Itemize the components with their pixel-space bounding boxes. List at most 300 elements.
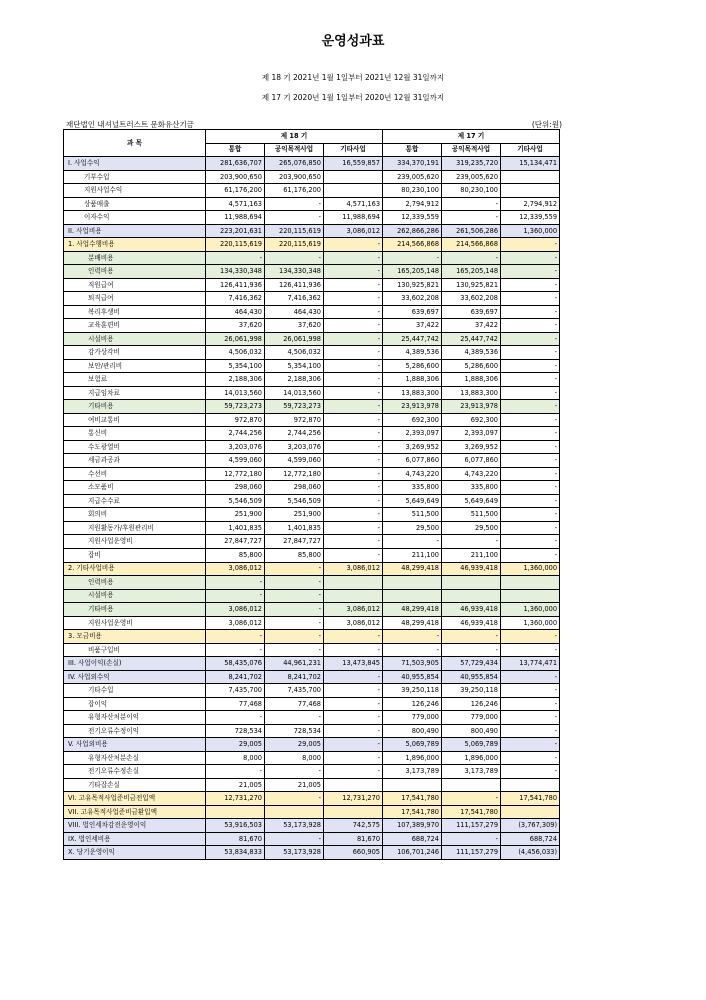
row-value: 126,246: [383, 697, 442, 711]
row-value: -: [265, 576, 324, 590]
row-label: V. 사업외비용: [64, 738, 206, 752]
row-value: [442, 778, 501, 792]
header-col: 통합: [383, 143, 442, 157]
row-value: 77,468: [265, 697, 324, 711]
row-value: 8,000: [265, 751, 324, 765]
row-value: [324, 170, 383, 184]
table-row: [64, 711, 560, 725]
row-value: 4,743,220: [442, 467, 501, 481]
row-value: 4,599,060: [206, 454, 265, 468]
table-row: [64, 738, 560, 752]
row-value: 85,800: [265, 548, 324, 562]
table-row: [64, 603, 560, 617]
row-value: 130,925,821: [383, 278, 442, 292]
organization-name: 재단법인 내셔널트러스트 문화유산기금: [66, 120, 194, 129]
table-row: [64, 238, 560, 252]
row-value: [265, 805, 324, 819]
row-value: 1,360,000: [501, 562, 560, 576]
row-label: VIII. 법인세차감전운영이익: [64, 819, 206, 833]
row-label: 잡이익: [64, 697, 206, 711]
row-value: 660,905: [324, 846, 383, 860]
row-value: -: [324, 684, 383, 698]
row-value: -: [206, 765, 265, 779]
row-value: 1,888,306: [383, 373, 442, 387]
row-value: 29,500: [442, 521, 501, 535]
row-label: 시설비용: [64, 589, 206, 603]
row-value: 134,330,348: [206, 265, 265, 279]
row-value: -: [324, 346, 383, 360]
row-value: 692,300: [442, 413, 501, 427]
table-row: [64, 224, 560, 238]
row-value: 25,447,742: [442, 332, 501, 346]
row-value: 27,847,727: [206, 535, 265, 549]
row-value: 1,360,000: [501, 224, 560, 238]
row-value: -: [501, 467, 560, 481]
row-value: 3,269,952: [442, 440, 501, 454]
row-value: 5,649,649: [442, 494, 501, 508]
row-value: 29,005: [265, 738, 324, 752]
row-value: 37,422: [383, 319, 442, 333]
table-row: [64, 792, 560, 806]
row-label: 보험료: [64, 373, 206, 387]
row-value: 3,086,012: [324, 616, 383, 630]
table-row: [64, 535, 560, 549]
row-value: 319,235,720: [442, 157, 501, 171]
row-value: 511,500: [383, 508, 442, 522]
row-value: 692,300: [383, 413, 442, 427]
table-row: [64, 211, 560, 225]
row-value: -: [501, 400, 560, 414]
row-value: -: [265, 832, 324, 846]
row-value: 239,005,620: [442, 170, 501, 184]
table-row: [64, 346, 560, 360]
row-value: -: [501, 359, 560, 373]
row-value: -: [265, 562, 324, 576]
row-value: 12,772,180: [206, 467, 265, 481]
header-col: 통합: [206, 143, 265, 157]
row-label: III. 사업이익(손실): [64, 657, 206, 671]
row-value: 53,916,503: [206, 819, 265, 833]
row-value: 29,005: [206, 738, 265, 752]
row-value: -: [265, 643, 324, 657]
row-value: -: [501, 332, 560, 346]
row-value: -: [501, 305, 560, 319]
row-value: -: [265, 589, 324, 603]
row-value: 13,473,845: [324, 657, 383, 671]
row-value: 46,939,418: [442, 562, 501, 576]
row-value: 4,571,163: [206, 197, 265, 211]
row-value: -: [324, 508, 383, 522]
table-row: [64, 805, 560, 819]
row-value: 8,000: [206, 751, 265, 765]
row-value: 59,723,273: [265, 400, 324, 414]
row-value: -: [383, 643, 442, 657]
row-label: X. 당기운영이익: [64, 846, 206, 860]
table-row: [64, 657, 560, 671]
row-value: -: [442, 535, 501, 549]
row-value: 7,416,362: [206, 292, 265, 306]
row-value: -: [324, 738, 383, 752]
row-value: -: [324, 265, 383, 279]
table-row: [64, 508, 560, 522]
row-value: 53,173,928: [265, 846, 324, 860]
row-label: 지원활동가/후원관리비: [64, 521, 206, 535]
table-row: [64, 832, 560, 846]
row-value: 29,500: [383, 521, 442, 535]
row-value: -: [442, 630, 501, 644]
row-value: 3,086,012: [206, 616, 265, 630]
row-value: -: [324, 332, 383, 346]
row-value: -: [324, 427, 383, 441]
row-label: 회의비: [64, 508, 206, 522]
row-value: 80,230,100: [442, 184, 501, 198]
row-value: 57,729,434: [442, 657, 501, 671]
row-value: 12,772,180: [265, 467, 324, 481]
row-label: 보안/관리비: [64, 359, 206, 373]
row-value: 48,299,418: [383, 562, 442, 576]
row-value: 334,370,191: [383, 157, 442, 171]
row-value: -: [206, 630, 265, 644]
row-value: 17,541,780: [501, 792, 560, 806]
row-value: 2,744,256: [265, 427, 324, 441]
row-value: 4,506,032: [206, 346, 265, 360]
row-value: 728,534: [206, 724, 265, 738]
row-value: -: [324, 413, 383, 427]
row-value: 2,744,256: [206, 427, 265, 441]
period-previous: 제 17 기 2020년 1월 1일부터 2020년 12월 31일까지: [261, 93, 445, 102]
row-value: 48,299,418: [383, 616, 442, 630]
row-label: 이자수익: [64, 211, 206, 225]
row-value: 464,430: [265, 305, 324, 319]
row-value: 23,913,978: [442, 400, 501, 414]
row-value: -: [324, 278, 383, 292]
row-value: 265,076,850: [265, 157, 324, 171]
row-value: 335,800: [442, 481, 501, 495]
table-row: [64, 359, 560, 373]
table-row: [64, 670, 560, 684]
row-value: 71,503,905: [383, 657, 442, 671]
row-value: [383, 589, 442, 603]
table-row: [64, 481, 560, 495]
row-value: -: [501, 251, 560, 265]
header-col: 기타사업: [324, 143, 383, 157]
row-label: 지원사업운영비: [64, 535, 206, 549]
row-value: -: [324, 535, 383, 549]
row-value: 2,393,097: [442, 427, 501, 441]
row-value: -: [501, 346, 560, 360]
row-value: -: [324, 400, 383, 414]
row-value: -: [501, 751, 560, 765]
row-value: -: [501, 670, 560, 684]
row-value: 203,900,650: [265, 170, 324, 184]
header-row-periods: [64, 130, 560, 144]
row-value: 223,201,631: [206, 224, 265, 238]
row-value: -: [442, 792, 501, 806]
row-label: 기타수입: [64, 684, 206, 698]
table-row: [64, 170, 560, 184]
row-value: 5,069,789: [442, 738, 501, 752]
row-value: -: [265, 711, 324, 725]
row-value: -: [501, 481, 560, 495]
row-label: 1. 사업수행비용: [64, 238, 206, 252]
row-label: 전기오류수정손실: [64, 765, 206, 779]
row-value: -: [265, 251, 324, 265]
unit-label: (단위:원): [531, 120, 562, 129]
row-value: 27,847,727: [265, 535, 324, 549]
table-row: [64, 319, 560, 333]
table-row: [64, 413, 560, 427]
header-col: 공익목적사업: [442, 143, 501, 157]
row-value: -: [324, 548, 383, 562]
table-row: [64, 467, 560, 481]
table-row: [64, 197, 560, 211]
row-value: -: [501, 373, 560, 387]
row-value: -: [383, 630, 442, 644]
row-value: [324, 778, 383, 792]
row-value: -: [324, 765, 383, 779]
table-row: [64, 278, 560, 292]
row-value: -: [501, 292, 560, 306]
row-value: 165,205,148: [442, 265, 501, 279]
row-value: -: [501, 724, 560, 738]
row-value: [324, 589, 383, 603]
row-value: 106,701,246: [383, 846, 442, 860]
table-row: [64, 630, 560, 644]
row-value: 800,490: [383, 724, 442, 738]
row-value: 639,697: [383, 305, 442, 319]
row-value: -: [324, 521, 383, 535]
table-row: [64, 819, 560, 833]
table-row: [64, 589, 560, 603]
table-row: [64, 765, 560, 779]
row-value: 53,173,928: [265, 819, 324, 833]
row-value: [206, 805, 265, 819]
row-value: 12,731,270: [206, 792, 265, 806]
row-value: 261,506,286: [442, 224, 501, 238]
table-row: [64, 697, 560, 711]
row-value: -: [501, 548, 560, 562]
row-label: VI. 고유목적사업준비금전입액: [64, 792, 206, 806]
row-value: -: [324, 454, 383, 468]
row-value: -: [324, 292, 383, 306]
operating-results-table: [63, 129, 560, 860]
row-value: 728,534: [265, 724, 324, 738]
row-value: 2,188,306: [265, 373, 324, 387]
row-label: 감가상각비: [64, 346, 206, 360]
row-value: -: [501, 630, 560, 644]
row-value: 3,203,076: [265, 440, 324, 454]
row-value: -: [442, 643, 501, 657]
row-value: 44,961,231: [265, 657, 324, 671]
table-row: [64, 724, 560, 738]
row-value: 46,939,418: [442, 603, 501, 617]
table-row: [64, 576, 560, 590]
row-label: 세금과공과: [64, 454, 206, 468]
header-col: 공익목적사업: [265, 143, 324, 157]
row-value: 48,299,418: [383, 603, 442, 617]
row-value: 251,900: [265, 508, 324, 522]
row-value: -: [501, 454, 560, 468]
row-value: [324, 184, 383, 198]
row-value: 11,988,694: [206, 211, 265, 225]
period-current: 제 18 기 2021년 1월 1일부터 2021년 12월 31일까지: [261, 73, 445, 82]
row-label: II. 사업비용: [64, 224, 206, 238]
row-value: -: [501, 508, 560, 522]
row-value: (4,456,033): [501, 846, 560, 860]
row-value: 262,866,286: [383, 224, 442, 238]
row-value: 15,134,471: [501, 157, 560, 171]
row-value: 1,401,835: [206, 521, 265, 535]
row-value: [324, 805, 383, 819]
row-label: 교육훈련비: [64, 319, 206, 333]
row-value: 39,250,118: [383, 684, 442, 698]
row-value: 5,069,789: [383, 738, 442, 752]
row-value: 11,988,694: [324, 211, 383, 225]
row-label: 기타잡손실: [64, 778, 206, 792]
row-label: 소모품비: [64, 481, 206, 495]
row-value: -: [265, 197, 324, 211]
row-value: -: [206, 251, 265, 265]
row-value: 107,389,970: [383, 819, 442, 833]
row-value: -: [501, 427, 560, 441]
row-value: 688,724: [383, 832, 442, 846]
row-value: 17,541,780: [383, 805, 442, 819]
table-row: [64, 184, 560, 198]
row-value: -: [324, 697, 383, 711]
row-value: [383, 778, 442, 792]
row-value: 5,546,509: [265, 494, 324, 508]
row-value: -: [324, 373, 383, 387]
row-value: -: [206, 711, 265, 725]
row-value: 58,435,076: [206, 657, 265, 671]
row-value: -: [501, 711, 560, 725]
row-value: 8,241,702: [206, 670, 265, 684]
row-value: 4,389,536: [442, 346, 501, 360]
row-value: 2,188,306: [206, 373, 265, 387]
row-value: 298,060: [206, 481, 265, 495]
row-label: 기타비용: [64, 400, 206, 414]
row-label: 비품구입비: [64, 643, 206, 657]
row-label: 시설비용: [64, 332, 206, 346]
header-item: 과 목: [64, 130, 206, 157]
row-value: 1,360,000: [501, 616, 560, 630]
header-period-17: 제 17 기: [383, 130, 560, 144]
table-row: [64, 332, 560, 346]
row-value: -: [324, 643, 383, 657]
row-value: -: [265, 792, 324, 806]
row-value: 13,883,300: [442, 386, 501, 400]
row-value: 12,339,559: [501, 211, 560, 225]
row-value: 126,411,936: [265, 278, 324, 292]
row-value: [324, 576, 383, 590]
row-value: 214,566,868: [383, 238, 442, 252]
row-value: 3,086,012: [324, 603, 383, 617]
row-value: -: [383, 535, 442, 549]
row-value: 26,061,998: [265, 332, 324, 346]
row-value: 4,571,163: [324, 197, 383, 211]
row-value: 134,330,348: [265, 265, 324, 279]
table-row: [64, 251, 560, 265]
table-row: [64, 846, 560, 860]
row-value: -: [324, 238, 383, 252]
row-value: 779,000: [442, 711, 501, 725]
row-value: 39,250,118: [442, 684, 501, 698]
row-value: 14,013,560: [265, 386, 324, 400]
row-value: 59,723,273: [206, 400, 265, 414]
row-value: 2,794,912: [383, 197, 442, 211]
row-value: -: [501, 765, 560, 779]
row-value: 4,599,060: [265, 454, 324, 468]
row-value: -: [501, 265, 560, 279]
row-value: -: [265, 765, 324, 779]
row-label: 지급수수료: [64, 494, 206, 508]
row-value: 1,896,000: [442, 751, 501, 765]
row-value: 17,541,780: [442, 805, 501, 819]
table-row: [64, 494, 560, 508]
row-value: 972,870: [206, 413, 265, 427]
row-value: 16,559,857: [324, 157, 383, 171]
row-label: 유형자산처분이익: [64, 711, 206, 725]
row-value: -: [206, 576, 265, 590]
row-label: 분배비용: [64, 251, 206, 265]
header-col: 기타사업: [501, 143, 560, 157]
row-label: 3. 모금비용: [64, 630, 206, 644]
row-value: 37,422: [442, 319, 501, 333]
row-value: 7,416,362: [265, 292, 324, 306]
row-label: 직원급여: [64, 278, 206, 292]
row-value: [383, 576, 442, 590]
row-value: 5,546,509: [206, 494, 265, 508]
table-row: [64, 305, 560, 319]
row-value: -: [501, 535, 560, 549]
row-value: 12,339,559: [383, 211, 442, 225]
row-value: 37,620: [206, 319, 265, 333]
row-value: -: [501, 278, 560, 292]
row-label: 지원사업수익: [64, 184, 206, 198]
row-value: 5,354,100: [206, 359, 265, 373]
row-value: -: [324, 481, 383, 495]
row-value: 5,286,600: [383, 359, 442, 373]
table-row: [64, 373, 560, 387]
row-value: 1,401,835: [265, 521, 324, 535]
row-label: 수도광열비: [64, 440, 206, 454]
row-value: -: [324, 319, 383, 333]
row-value: 46,939,418: [442, 616, 501, 630]
row-value: 1,888,306: [442, 373, 501, 387]
row-value: 21,005: [206, 778, 265, 792]
row-value: -: [324, 467, 383, 481]
row-value: 4,506,032: [265, 346, 324, 360]
row-value: 26,061,998: [206, 332, 265, 346]
row-value: [442, 576, 501, 590]
row-value: 1,360,000: [501, 603, 560, 617]
row-value: 3,173,789: [442, 765, 501, 779]
row-label: 잡비: [64, 548, 206, 562]
row-value: [501, 184, 560, 198]
row-value: [501, 170, 560, 184]
row-label: 전기오류수정이익: [64, 724, 206, 738]
row-value: [501, 576, 560, 590]
row-value: 4,389,536: [383, 346, 442, 360]
row-value: -: [324, 670, 383, 684]
row-value: -: [265, 630, 324, 644]
row-value: -: [501, 319, 560, 333]
row-value: 53,834,833: [206, 846, 265, 860]
row-label: 지급임차료: [64, 386, 206, 400]
row-value: -: [324, 359, 383, 373]
row-value: 33,602,208: [442, 292, 501, 306]
row-value: -: [442, 197, 501, 211]
